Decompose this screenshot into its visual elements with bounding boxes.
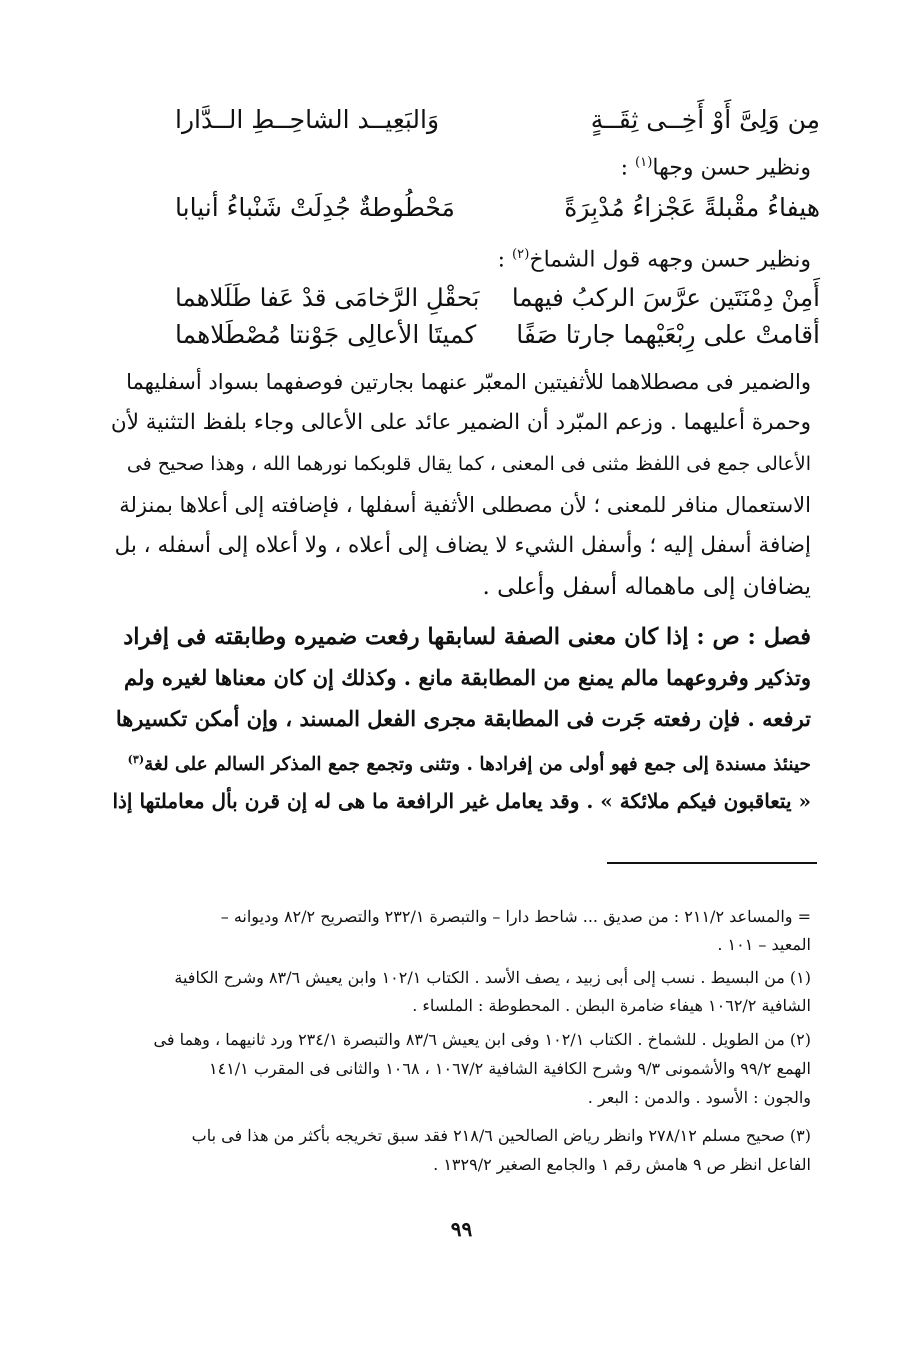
prose-line: والضمير فى مصطلاهما للأثفيتين المعبّر عنهما بجارتين فوصفهما بسواد أسفليهما	[126, 370, 811, 394]
footnote-ref: (٣)	[127, 753, 145, 766]
verse-hemistich-second: وَالبَعِيــد الشاحِــطِ الــدَّارا	[175, 105, 440, 134]
prose-line: يضافان إلى ماهماله أسفل وأعلى .	[482, 574, 811, 600]
footnote-line: المعيد – ١٠١ .	[717, 935, 811, 954]
verse-line	[175, 315, 820, 355]
verse-line	[175, 278, 820, 318]
prose-line: وحمرة أعليهما . وزعم المبّرد أن الضمير عائد على الأعالى وجاء بلفظ التثنية لأن	[110, 410, 811, 435]
footnote-line: والجون : الأسود . والدمن : البعر .	[587, 1088, 811, 1107]
verse-line	[175, 100, 820, 140]
section-line: ترفعه . فإن رفعته جَرت فى المطابقة مجرى الفعل المسند ، وإن أمكن تكسيرها	[115, 706, 811, 731]
intro-line	[111, 235, 811, 280]
section-line: وتذكير وفروعهما مالم يمنع من المطابقة مانع . وكذلك إن كان معناها لغيره ولم	[124, 665, 811, 690]
intro-text: ونظير حسن وجهه قول الشماخ	[529, 247, 811, 273]
intro-line	[111, 143, 811, 188]
prose-line: الأعالى جمع فى اللفظ مثنى فى المعنى ، كما يقال قلوبكما نورهما الله ، وهذا صحيح فى	[126, 453, 811, 475]
page-number: ٩٩	[450, 1217, 473, 1241]
section-line: فصل : ص : إذا كان معنى الصفة لسابقها رفعت ضميره وطابقته فى إفراد	[123, 624, 811, 650]
section-line	[111, 740, 811, 785]
footnote-line: = والمساعد ٢١١/٢ : من صديق ... شاحط دارا – والتبصرة ٢٣٢/١ والتصريح ٨٢/٢ وديوانه –	[220, 907, 811, 926]
verse-line	[175, 188, 820, 228]
intro-colon: :	[497, 247, 512, 273]
verse-hemistich-second: مَحْطُوطةٌ جُدِلَتْ شَنْباءُ أنيابا	[175, 193, 455, 222]
prose-line: إضافة أسفل إليه ؛ وأسفل الشيء لا يضاف إلى أعلاه ، ولا أعلاه إلى أسفله ، بل	[114, 533, 811, 558]
footnote-line: (٢) من الطويل . للشماخ . الكتاب ١٠٢/١ وفى ابن يعيش ٨٣/٦ والتبصرة ٢٣٤/١ ورد ثانيهما ، وهما فى	[153, 1030, 811, 1049]
verse-hemistich-first: مِن وَلِىَّ أَوْ أَخِــى ثِقَــةٍ	[590, 105, 820, 134]
section-line: « يتعاقبون فيكم ملائكة » . وقد يعامل غير الرافعة ما هى له إن قرن بأل معاملتها إذا	[112, 789, 811, 813]
verse-hemistich-first: أقامتْ على رِبْعَيْهما جارتا صَفًا	[516, 320, 820, 349]
verse-hemistich-first: هيفاءُ مقْبلةً عَجْزاءُ مُدْبِرَةً	[564, 193, 820, 222]
footnote-line: الهمع ٩٩/٢ والأشمونى ٩/٣ وشرح الكافية الشافية ١٠٦٧/٢ ، ١٠٦٨ والثانى فى المقرب ١٤١/١	[209, 1059, 811, 1078]
intro-text: ونظير حسن وجها	[652, 155, 811, 181]
footnote-line: (١) من البسيط . نسب إلى أبى زبيد ، يصف الأسد . الكتاب ١٠٢/١ وابن يعيش ٨٣/٦ وشرح الكافية	[174, 968, 811, 987]
prose-line: الاستعمال منافر للمعنى ؛ لأن مصطلى الأثفية أسفلها ، فإضافته إلى أعلاها بمنزلة	[119, 493, 811, 517]
intro-colon: :	[620, 155, 635, 181]
footnote-ref: (١)	[634, 155, 653, 170]
footnote-line: (٣) صحيح مسلم ٢٧٨/١٢ وانظر رياض الصالحين ٢١٨/٦ فقد سبق تخريجه بأكثر من هذا فى باب	[191, 1126, 811, 1145]
verse-hemistich-first: أَمِنْ دِمْنَتَين عرَّسَ الركبُ فيهما	[511, 283, 820, 312]
footnote-line: الفاعل انظر ص ٩ هامش رقم ١ والجامع الصغير ١٣٢٩/٢ .	[433, 1155, 811, 1174]
verse-hemistich-second: بَحقْلِ الرَّخامَى قدْ عَفا طَلَلاهما	[175, 283, 480, 312]
verse-hemistich-second: كميتَا الأعالِى جَوْنتا مُصْطَلاهما	[175, 320, 477, 349]
footnote-separator	[607, 862, 817, 864]
footnote-line: الشافية ١٠٦٢/٢ هيفاء ضامرة البطن . المحطوطة : الملساء .	[412, 996, 811, 1015]
footnote-ref: (٢)	[511, 247, 530, 262]
section-text: حينئذ مسندة إلى جمع فهو أولى من إفرادها . وتثنى وتجمع جمع المذكر السالم على لغة	[144, 754, 811, 776]
